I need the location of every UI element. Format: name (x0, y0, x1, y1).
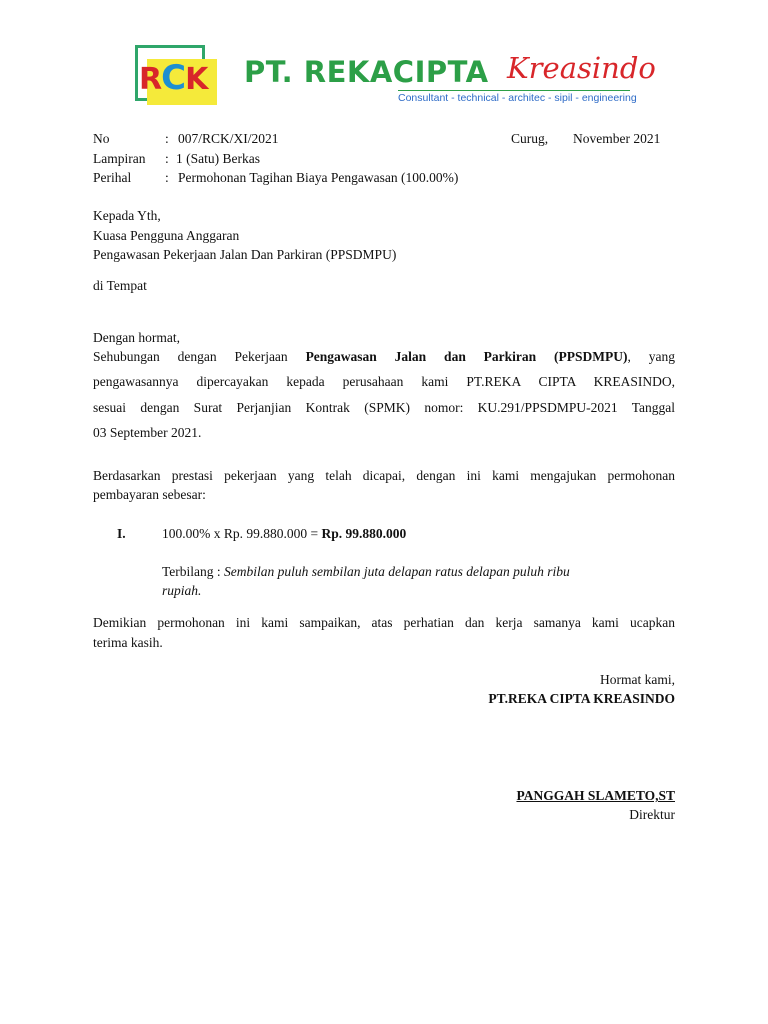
payment-total: Rp. 99.880.000 (321, 526, 407, 541)
paragraph-1-line-1 (93, 349, 675, 365)
payment-calc-text: 100.00% x Rp. 99.880.000 = (162, 526, 319, 541)
logo-letter-c: C (161, 58, 186, 98)
payment-calculation (162, 526, 406, 542)
logo-letter-k: K (185, 62, 208, 97)
perihal-value: Permohonan Tagihan Biaya Pengawasan (100.00%) (178, 170, 459, 185)
no-label: No (93, 131, 110, 146)
lampiran-colon: : (165, 151, 169, 166)
signatory-title: Direktur (629, 807, 675, 822)
letter-place: Curug, (511, 131, 549, 146)
signatory-name-text: PANGGAH SLAMETO,ST (516, 788, 675, 803)
tagline-divider (398, 90, 630, 91)
recipient-line-2: Kuasa Pengguna Anggaran (93, 228, 240, 243)
no-colon: : (165, 131, 169, 146)
paragraph-1-line-4: 03 September 2021. (93, 425, 202, 440)
company-name-script: Kreasindo (507, 51, 656, 85)
signatory-name (516, 788, 675, 804)
letter-date: November 2021 (573, 131, 661, 146)
p1-text-a: Sehubungan dengan Pekerjaan (93, 349, 288, 364)
no-value: 007/RCK/XI/2021 (178, 131, 279, 146)
paragraph-2-line-2: pembayaran sebesar: (93, 487, 206, 502)
closing-line-1: Demikian permohonan ini kami sampaikan, atas perhatian dan kerja samanya kami ucapkan (93, 615, 675, 630)
signature-company-text: PT.REKA CIPTA KREASINDO (488, 691, 675, 706)
terbilang-text-2: rupiah. (162, 583, 202, 598)
item-numeral-text: I. (117, 526, 126, 541)
p1-text-b: , yang (627, 349, 676, 364)
terbilang-label: Terbilang : (162, 564, 221, 579)
logo-letters (139, 58, 208, 98)
terbilang-line-2 (162, 583, 201, 599)
closing-line-2: terima kasih. (93, 635, 163, 650)
paragraph-2-line-1: Berdasarkan prestasi pekerjaan yang telah dicapai, dengan ini kami mengajukan permohonan (93, 468, 675, 483)
paragraph-1-line-3: sesuai dengan Surat Perjanjian Kontrak (SPMK) nomor: KU.291/PPSDMPU-2021 Tanggal (93, 400, 675, 415)
company-logo (135, 45, 219, 107)
signature-salutation: Hormat kami, (600, 672, 675, 687)
greeting: Dengan hormat, (93, 330, 180, 345)
lampiran-value: 1 (Satu) Berkas (176, 151, 260, 166)
company-tagline: Consultant - technical - architec - sipil - engineering (398, 92, 637, 104)
paragraph-1-line-2: pengawasannya dipercayakan kepada perusahaan kami PT.REKA CIPTA KREASINDO, (93, 374, 675, 389)
recipient-line-4: di Tempat (93, 278, 147, 293)
terbilang-text: Sembilan puluh sembilan juta delapan ratus delapan puluh ribu (224, 564, 570, 579)
recipient-line-3: Pengawasan Pekerjaan Jalan Dan Parkiran (PPSDMPU) (93, 247, 397, 262)
logo-letter-r: R (139, 62, 162, 97)
perihal-colon: : (165, 170, 169, 185)
recipient-line-1: Kepada Yth, (93, 208, 161, 223)
signature-company (488, 691, 675, 707)
item-numeral (117, 526, 126, 542)
company-name: PT. REKACIPTA (244, 55, 489, 89)
project-name-bold: Pengawasan Jalan dan Parkiran (PPSDMPU) (305, 349, 628, 364)
perihal-label: Perihal (93, 170, 132, 185)
terbilang-line-1 (162, 564, 570, 580)
lampiran-label: Lampiran (93, 151, 146, 166)
